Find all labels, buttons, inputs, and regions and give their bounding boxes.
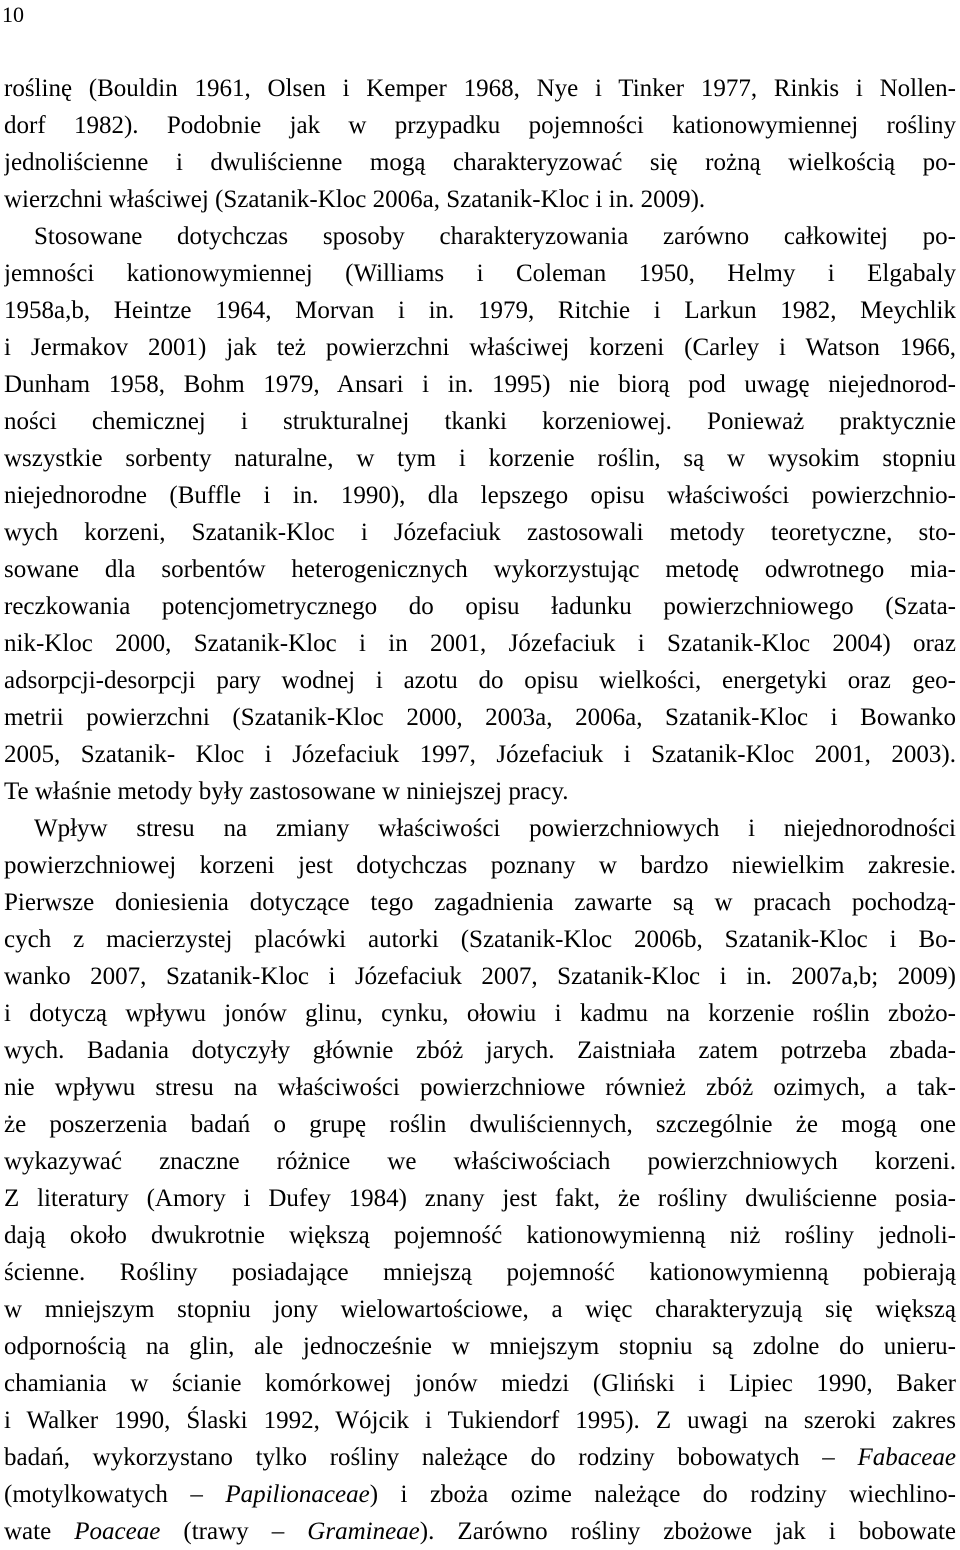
text-segment: reczkowania potencjometrycznego do opisu ładunku powierzchniowego (Szata- xyxy=(4,593,956,620)
latin-name: Papilionaceae xyxy=(225,1481,370,1508)
text-line xyxy=(4,736,956,773)
text-segment: że poszerzenia badań o grupę roślin dwuliściennych, szczególnie że mogą one xyxy=(4,1111,956,1138)
text-line xyxy=(4,921,956,958)
text-line xyxy=(4,773,956,810)
text-segment: Dunham 1958, Bohm 1979, Ansari i in. 1995) nie biorą pod uwagę niejednorod- xyxy=(4,371,956,398)
text-segment: ). Zarówno rośliny zbożowe jak i bobowate xyxy=(419,1518,956,1545)
text-line xyxy=(4,329,956,366)
text-segment: i dotyczą wpływu jonów glinu, cynku, ołowiu i kadmu na korzenie roślin zbożo- xyxy=(4,1000,956,1027)
text-segment: i Walker 1990, Ślaski 1992, Wójcik i Tukiendorf 1995). Z uwagi na szeroki zakres xyxy=(4,1407,956,1434)
text-segment: Stosowane dotychczas sposoby charakteryzowania zarówno całkowitej po- xyxy=(34,223,956,250)
text-segment: Wpływ stresu na zmiany właściwości powierzchniowych i niejednorodności xyxy=(34,815,956,842)
text-line xyxy=(4,662,956,699)
text-segment: badań, wykorzystano tylko rośliny należące do rodziny bobowatych – xyxy=(4,1444,858,1471)
text-line xyxy=(4,440,956,477)
text-segment: i Jermakov 2001) jak też powierzchni właściwej korzeni (Carley i Watson 1966, xyxy=(4,334,956,361)
text-line xyxy=(4,1291,956,1328)
text-line xyxy=(4,1328,956,1365)
text-segment: dorf 1982). Podobnie jak w przypadku pojemności kationowymiennej rośliny xyxy=(4,112,956,139)
text-line xyxy=(4,181,956,218)
text-line xyxy=(4,1032,956,1069)
text-segment: jednoliścienne i dwuliścienne mogą charakteryzować się rożną wielkością po- xyxy=(4,149,956,176)
text-line xyxy=(4,625,956,662)
text-segment: nik-Kloc 2000, Szatanik-Kloc i in 2001, Józefaciuk i Szatanik-Kloc 2004) oraz xyxy=(4,630,956,657)
text-segment: ścienne. Rośliny posiadające mniejszą pojemność kationowymienną pobierają xyxy=(4,1259,956,1286)
text-line xyxy=(4,551,956,588)
text-segment: (trawy – xyxy=(160,1518,308,1545)
text-line xyxy=(4,1217,956,1254)
text-line xyxy=(4,958,956,995)
text-line xyxy=(4,588,956,625)
text-line xyxy=(4,107,956,144)
text-segment: Z literatury (Amory i Dufey 1984) znany jest fakt, że rośliny dwuliścienne posia- xyxy=(4,1185,956,1212)
text-segment: (motylkowatych – xyxy=(4,1481,226,1508)
text-line xyxy=(4,403,956,440)
text-segment: w mniejszym stopniu jony wielowartościowe, a więc charakteryzują się większą xyxy=(4,1296,956,1323)
text-segment: ) i zboża ozime należące do rodziny wiechlino- xyxy=(369,1481,956,1508)
text-line xyxy=(4,366,956,403)
text-segment: Te właśnie metody były zastosowane w niniejszej pracy. xyxy=(4,778,569,805)
text-segment: adsorpcji-desorpcji pary wodnej i azotu do opisu wielkości, energetyki oraz geo- xyxy=(4,667,956,694)
text-segment: 2005, Szatanik- Kloc i Józefaciuk 1997, Józefaciuk i Szatanik-Kloc 2001, 2003). xyxy=(4,741,956,768)
text-segment: wszystkie sorbenty naturalne, w tym i korzenie roślin, są w wysokim stopniu xyxy=(4,445,956,472)
text-line xyxy=(4,1402,956,1439)
text-line xyxy=(4,1143,956,1180)
text-segment: sowane dla sorbentów heterogenicznych wykorzystując metodę odwrotnego mia- xyxy=(4,556,956,583)
text-line xyxy=(4,1180,956,1217)
text-line xyxy=(4,70,956,107)
text-segment: niejednorodne (Buffle i in. 1990), dla lepszego opisu właściwości powierzchnio- xyxy=(4,482,956,509)
page-number: 10 xyxy=(2,2,24,27)
text-line xyxy=(4,514,956,551)
text-line xyxy=(4,1513,956,1550)
latin-name: Fabaceae xyxy=(857,1444,956,1471)
body-text xyxy=(4,70,956,1550)
text-segment: ności chemicznej i strukturalnej tkanki korzeniowej. Ponieważ praktycznie xyxy=(4,408,956,435)
text-line xyxy=(4,1476,956,1513)
text-segment: nie wpływu stresu na właściwości powierzchniowe również zbóż ozimych, a tak- xyxy=(4,1074,956,1101)
text-segment: cych z macierzystej placówki autorki (Szatanik-Kloc 2006b, Szatanik-Kloc i Bo- xyxy=(4,926,956,953)
text-segment: jemności kationowymiennej (Williams i Coleman 1950, Helmy i Elgabaly xyxy=(4,260,956,287)
text-segment: roślinę (Bouldin 1961, Olsen i Kemper 1968, Nye i Tinker 1977, Rinkis i Nollen- xyxy=(4,75,956,102)
text-segment: metrii powierzchni (Szatanik-Kloc 2000, 2003a, 2006a, Szatanik-Kloc i Bowanko xyxy=(4,704,956,731)
text-line xyxy=(4,1106,956,1143)
text-line xyxy=(4,884,956,921)
text-segment: chamiania w ścianie komórkowej jonów miedzi (Gliński i Lipiec 1990, Baker xyxy=(4,1370,956,1397)
text-line xyxy=(4,847,956,884)
text-segment: powierzchniowej korzeni jest dotychczas poznany w bardzo niewielkim zakresie. xyxy=(4,852,956,879)
text-line xyxy=(4,1069,956,1106)
text-segment: wanko 2007, Szatanik-Kloc i Józefaciuk 2007, Szatanik-Kloc i in. 2007a,b; 2009) xyxy=(4,963,956,990)
text-segment: odpornością na glin, ale jednocześnie w mniejszym stopniu są zdolne do unieru- xyxy=(4,1333,956,1360)
text-segment: dają około dwukrotnie większą pojemność kationowymienną niż rośliny jednoli- xyxy=(4,1222,956,1249)
text-line xyxy=(4,477,956,514)
text-segment: wych korzeni, Szatanik-Kloc i Józefaciuk zastosowali metody teoretyczne, sto- xyxy=(4,519,956,546)
text-line xyxy=(4,995,956,1032)
text-line xyxy=(4,255,956,292)
text-line xyxy=(4,1254,956,1291)
text-line xyxy=(4,292,956,329)
text-segment: wych. Badania dotyczyły głównie zbóż jarych. Zaistniała zatem potrzeba zbada- xyxy=(4,1037,956,1064)
text-segment: wate xyxy=(4,1518,75,1545)
text-segment: wierzchni właściwej (Szatanik-Kloc 2006a, Szatanik-Kloc i in. 2009). xyxy=(4,186,706,213)
text-line xyxy=(4,810,956,847)
latin-name: Gramineae xyxy=(307,1518,420,1545)
text-segment: wykazywać znaczne różnice we właściwościach powierzchniowych korzeni. xyxy=(4,1148,956,1175)
latin-name: Poaceae xyxy=(74,1518,161,1545)
text-line xyxy=(4,699,956,736)
text-line xyxy=(4,144,956,181)
text-line xyxy=(4,1365,956,1402)
text-segment: 1958a,b, Heintze 1964, Morvan i in. 1979, Ritchie i Larkun 1982, Meychlik xyxy=(4,297,956,324)
text-segment: Pierwsze doniesienia dotyczące tego zagadnienia zawarte są w pracach pochodzą- xyxy=(4,889,956,916)
text-line xyxy=(4,218,956,255)
